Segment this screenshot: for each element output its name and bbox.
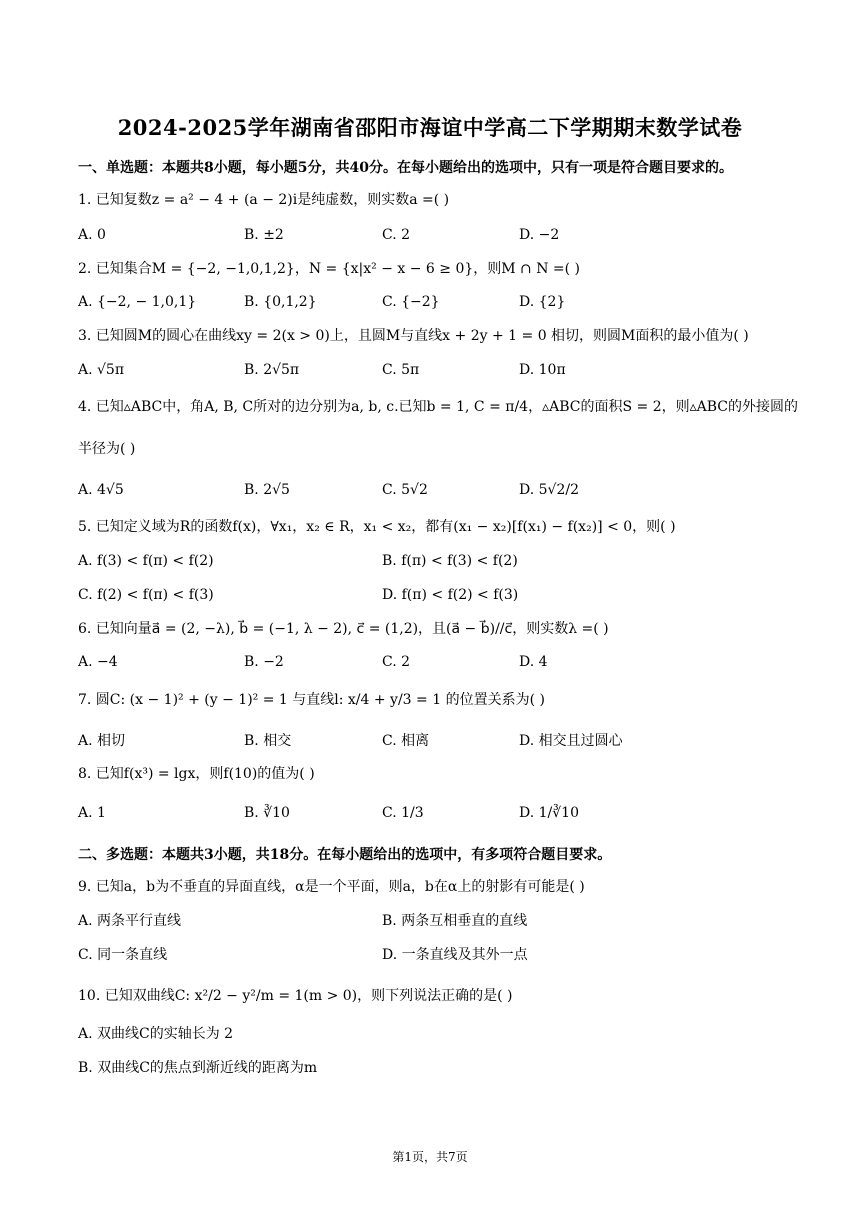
q4-option-d: D. 5√2/2 [519, 482, 579, 498]
question-6-stem: 6. 已知向量a⃗ = (2, −λ), b⃗ = (−1, λ − 2), c⃗ = (1,2)，且(a⃗ − b⃗)//c⃗，则实数λ =( ) [78, 621, 609, 637]
q2-option-b: B. {0,1,2} [244, 294, 317, 310]
q5-option-c: C. f(2) < f(π) < f(3) [78, 587, 214, 603]
q9-option-a: A. 两条平行直线 [78, 913, 182, 929]
page-title: 2024-2025学年湖南省邵阳市海谊中学高二下学期期末数学试卷 [117, 115, 743, 140]
q7-option-a: A. 相切 [78, 733, 126, 749]
q1-option-b: B. ±2 [244, 227, 284, 243]
q6-option-b: B. −2 [244, 654, 284, 670]
q4-option-a: A. 4√5 [78, 482, 124, 498]
q6-option-a: A. −4 [78, 654, 118, 670]
question-3-stem: 3. 已知圆M的圆心在曲线xy = 2(x > 0)上，且圆M与直线x + 2y + 1 = 0 相切，则圆M面积的最小值为( ) [78, 328, 749, 344]
q6-option-c: C. 2 [382, 654, 411, 670]
q3-option-b: B. 2√5π [244, 362, 300, 378]
q5-option-d: D. f(π) < f(2) < f(3) [382, 587, 519, 603]
question-7-stem: 7. 圆C: (x − 1)² + (y − 1)² = 1 与直线l: x/4 + y/3 = 1 的位置关系为( ) [78, 692, 545, 708]
q2-option-d: D. {2} [519, 294, 566, 310]
q3-option-a: A. √5π [78, 362, 125, 378]
q6-option-d: D. 4 [519, 654, 548, 670]
q8-option-d: D. 1/∛10 [519, 805, 579, 821]
q7-option-c: C. 相离 [382, 733, 430, 749]
section-multiple-choice: 二、多选题：本题共3小题，共18分。在每小题给出的选项中，有多项符合题目要求。 [78, 847, 612, 863]
q2-option-c: C. {−2} [382, 294, 440, 310]
q8-option-c: C. 1/3 [382, 805, 424, 821]
q9-option-d: D. 一条直线及其外一点 [382, 947, 528, 963]
q5-option-b: B. f(π) < f(3) < f(2) [382, 553, 518, 569]
question-2-stem: 2. 已知集合M = {−2, −1,0,1,2}，N = {x|x² − x − 6 ≥ 0}，则M ∩ N =( ) [78, 261, 581, 277]
q9-option-b: B. 两条互相垂直的直线 [382, 913, 528, 929]
question-5-stem: 5. 已知定义域为R的函数f(x)，∀x₁，x₂ ∈ R，x₁ < x₂，都有(x₁ − x₂)[f(x₁) − f(x₂)] < 0，则( ) [78, 519, 676, 535]
q7-option-d: D. 相交且过圆心 [519, 733, 623, 749]
q9-option-c: C. 同一条直线 [78, 947, 168, 963]
q10-option-a: A. 双曲线C的实轴长为 2 [78, 1026, 234, 1042]
q1-option-a: A. 0 [78, 227, 106, 243]
q2-option-a: A. {−2, − 1,0,1} [78, 294, 197, 310]
q10-option-b: B. 双曲线C的焦点到渐近线的距离为m [78, 1060, 318, 1076]
q5-option-a: A. f(3) < f(π) < f(2) [78, 553, 214, 569]
q1-option-c: C. 2 [382, 227, 411, 243]
q3-option-c: C. 5π [382, 362, 420, 378]
question-9-stem: 9. 已知a，b为不垂直的异面直线，α是一个平面，则a，b在α上的射影有可能是( ) [78, 879, 585, 895]
question-8-stem: 8. 已知f(x³) = lgx，则f(10)的值为( ) [78, 766, 315, 782]
q1-option-d: D. −2 [519, 227, 560, 243]
page-footer: 第1页，共7页 [392, 1150, 468, 1164]
q7-option-b: B. 相交 [244, 733, 292, 749]
question-1-stem: 1. 已知复数z = a² − 4 + (a − 2)i是纯虚数，则实数a =( ) [78, 192, 450, 208]
q4-option-b: B. 2√5 [244, 482, 290, 498]
q4-option-c: C. 5√2 [382, 482, 428, 498]
q8-option-b: B. ∛10 [244, 805, 290, 821]
question-4-stem: 4. 已知▵ABC中，角A, B, C所对的边分别为a, b, c.已知b = 1, C = π/4，▵ABC的面积S = 2，则▵ABC的外接圆的 [78, 399, 799, 415]
question-10-stem: 10. 已知双曲线C: x²/2 − y²/m = 1(m > 0)，则下列说法正确的是( ) [78, 988, 513, 1004]
question-4-stem-cont: 半径为( ) [78, 441, 136, 457]
q8-option-a: A. 1 [78, 805, 106, 821]
q3-option-d: D. 10π [519, 362, 566, 378]
section-single-choice: 一、单选题：本题共8小题，每小题5分，共40分。在每小题给出的选项中，只有一项是符合题目要求的。 [78, 160, 733, 176]
